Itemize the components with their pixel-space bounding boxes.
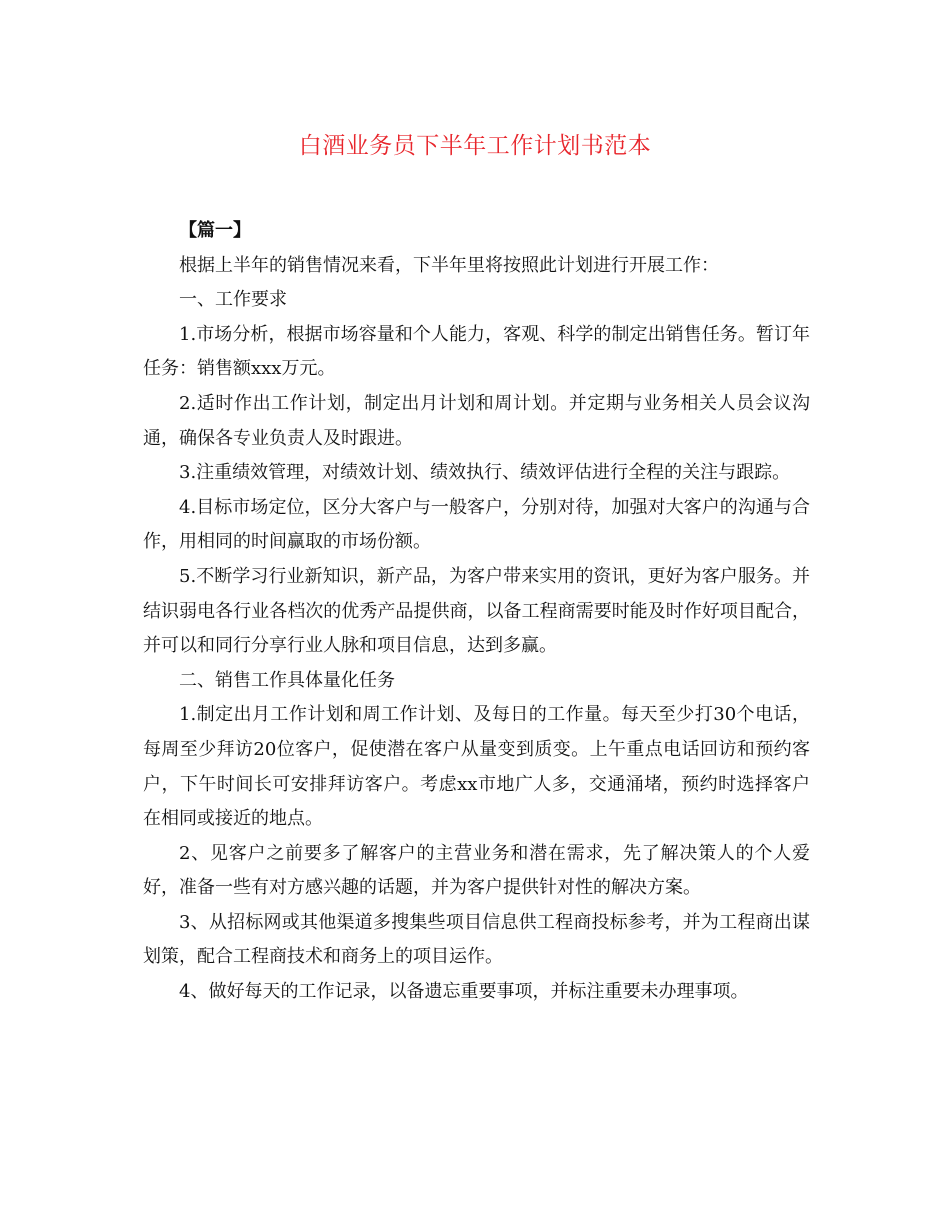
section-marker: 【篇一】 xyxy=(179,220,251,241)
paragraph-project-information: 3、从招标网或其他渠道多搜集些项目信息供工程商投标参考，并为工程商出谋划策，配合工程商技术和商务上的项目运作。 xyxy=(143,911,810,968)
document-body xyxy=(143,214,810,1010)
section-heading-work-requirements: 一、工作要求 xyxy=(179,289,287,311)
paragraph-continuous-learning: 5.不断学习行业新知识，新产品，为客户带来实用的资讯，更好为客户服务。并结识弱电各行业各档次的优秀产品提供商，以备工程商需要时能及时作好项目配合，并可以和同行分享行业人脉和项目信息，达到多赢。 xyxy=(143,565,810,657)
intro-paragraph: 根据上半年的销售情况来看，下半年里将按照此计划进行开展工作： xyxy=(179,254,719,276)
paragraph-client-research: 2、见客户之前要多了解客户的主营业务和潜在需求，先了解决策人的个人爱好，准备一些有对方感兴趣的话题，并为客户提供针对性的解决方案。 xyxy=(143,842,810,899)
paragraph-work-records: 4、做好每天的工作记录，以备遗忘重要事项，并标注重要未办理事项。 xyxy=(179,981,749,1003)
paragraph-market-analysis: 1.市场分析，根据市场容量和个人能力，客观、科学的制定出销售任务。暂订年任务：销售额xxx万元。 xyxy=(143,323,810,380)
paragraph-daily-workload: 1.制定出月工作计划和周工作计划、及每日的工作量。每天至少打30个电话，每周至少拜访20位客户，促使潜在客户从量变到质变。上午重点电话回访和预约客户，下午时间长可安排拜访客户。考虑xx市地广人多，交通涌堵，预约时选择客户在相同或接近的地点。 xyxy=(143,704,810,830)
paragraph-performance-management: 3.注重绩效管理，对绩效计划、绩效执行、绩效评估进行全程的关注与跟踪。 xyxy=(179,462,791,484)
paragraph-work-plan: 2.适时作出工作计划，制定出月计划和周计划。并定期与业务相关人员会议沟通，确保各专业负责人及时跟进。 xyxy=(143,392,810,449)
section-heading-sales-tasks: 二、销售工作具体量化任务 xyxy=(179,669,395,691)
document-title: 白酒业务员下半年工作计划书范本 xyxy=(298,133,652,159)
paragraph-target-market: 4.目标市场定位，区分大客户与一般客户，分别对待，加强对大客户的沟通与合作，用相同的时间赢取的市场份额。 xyxy=(143,496,810,553)
